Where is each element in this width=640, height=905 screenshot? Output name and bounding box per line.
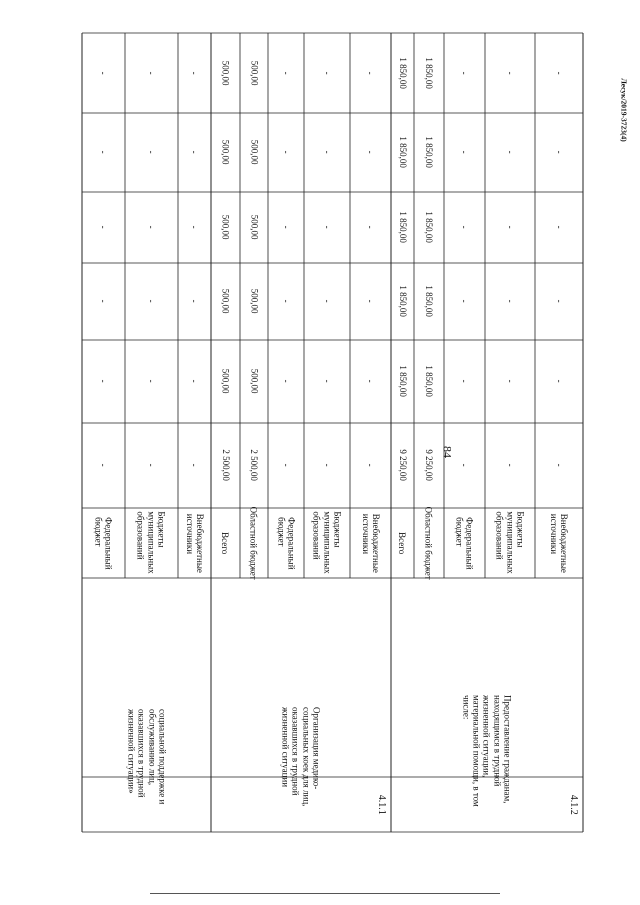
funding-source-text: Федеральный бюджет [454, 516, 475, 570]
value-cell [82, 340, 125, 423]
value-cell [268, 423, 304, 508]
value-cell-text: - [189, 226, 200, 229]
value-cell [304, 113, 350, 192]
value-cell [82, 423, 125, 508]
value-cell-text: - [98, 71, 109, 75]
funding-source-text: Областной бюджет [424, 506, 435, 580]
value-cell-text: - [146, 300, 157, 303]
value-cell [414, 423, 444, 508]
value-cell-text: - [189, 151, 200, 154]
value-cell [485, 192, 535, 263]
value-cell-text: - [554, 151, 565, 154]
document-code: Лесук/2019-3723(4) [619, 78, 629, 142]
value-cell-text: - [189, 300, 200, 303]
value-cell [414, 340, 444, 423]
funding-source [178, 508, 211, 578]
value-cell-text: 2 500,00 [220, 449, 231, 482]
value-cell [414, 33, 444, 113]
value-cell [391, 263, 414, 340]
value-cell [268, 113, 304, 192]
value-cell-text: - [281, 151, 292, 154]
value-cell-text: 9 250,00 [397, 449, 408, 482]
value-cell-text: 1 850,00 [424, 211, 435, 244]
value-cell-text: - [281, 71, 292, 75]
value-cell-text: 500,00 [249, 60, 260, 86]
funding-source-text: Всего [397, 531, 408, 555]
value-cell-text: 2 500,00 [249, 449, 260, 482]
funding-source-text: Внебюджетные источники [184, 513, 205, 573]
value-cell-text: - [146, 226, 157, 229]
value-cell [268, 340, 304, 423]
value-cell [240, 340, 268, 423]
section-name-text: социальной поддержке и обслуживанию лиц, оказавшихся в трудной жизненной ситуации» [126, 708, 168, 804]
funding-source-text: Бюджеты муниципальных образований [494, 511, 526, 575]
value-cell-text: - [505, 226, 516, 229]
value-cell [485, 340, 535, 423]
value-cell [268, 33, 304, 113]
value-cell [178, 423, 211, 508]
value-cell [82, 263, 125, 340]
value-cell-text: 1 850,00 [397, 136, 408, 169]
value-cell [485, 263, 535, 340]
value-cell-text: - [322, 464, 333, 467]
value-cell [268, 192, 304, 263]
value-cell-text: - [505, 71, 516, 75]
value-cell-text: 500,00 [249, 289, 260, 314]
value-cell [268, 263, 304, 340]
value-cell [414, 192, 444, 263]
funding-source [125, 508, 178, 578]
funding-source [535, 508, 583, 578]
funding-source-text: Федеральный бюджет [276, 516, 297, 570]
value-cell [211, 263, 240, 340]
value-cell [444, 263, 485, 340]
value-cell-text: - [146, 71, 157, 75]
value-cell [350, 192, 391, 263]
value-cell [82, 33, 125, 113]
value-cell [82, 113, 125, 192]
value-cell [178, 263, 211, 340]
value-cell [535, 192, 583, 263]
value-cell [178, 192, 211, 263]
value-cell [391, 340, 414, 423]
value-cell [485, 423, 535, 508]
value-cell-text: - [459, 151, 470, 154]
section-name-text: Организация медико- социальных коек для лиц, оказавшихся в трудной жизненной ситуации [280, 706, 322, 807]
funding-source [444, 508, 485, 578]
value-cell-text: - [505, 300, 516, 303]
value-cell-text: - [554, 380, 565, 383]
value-cell-text: 500,00 [249, 369, 260, 394]
value-cell [125, 113, 178, 192]
value-cell [414, 263, 444, 340]
value-cell [444, 33, 485, 113]
value-cell [125, 33, 178, 113]
value-cell [240, 263, 268, 340]
section-id-text: 4.1.2 [567, 794, 579, 815]
value-cell [304, 340, 350, 423]
value-cell [391, 113, 414, 192]
value-cell-text: 1 850,00 [424, 365, 435, 398]
value-cell-text: - [281, 226, 292, 229]
value-cell-text: - [365, 380, 376, 383]
funding-source [82, 508, 125, 578]
value-cell [444, 340, 485, 423]
value-cell [125, 340, 178, 423]
value-cell [304, 263, 350, 340]
funding-source-text: Всего [220, 531, 231, 555]
funding-source [304, 508, 350, 578]
funding-source-text: Областной бюджет [249, 506, 260, 580]
value-cell-text: - [554, 226, 565, 229]
value-cell [240, 423, 268, 508]
funding-source-text: Бюджеты муниципальных образований [311, 511, 343, 575]
value-cell [350, 33, 391, 113]
value-cell-text: - [322, 380, 333, 383]
value-cell-text: 1 850,00 [424, 136, 435, 169]
funding-source [240, 508, 268, 578]
value-cell [485, 113, 535, 192]
section-id-text: 4.1.1 [375, 794, 387, 815]
value-cell-text: - [459, 226, 470, 229]
value-cell [350, 423, 391, 508]
value-cell [535, 340, 583, 423]
value-cell-text: - [322, 71, 333, 75]
value-cell [178, 33, 211, 113]
value-cell-text: - [505, 380, 516, 383]
value-cell [211, 192, 240, 263]
value-cell-text: 1 850,00 [424, 285, 435, 318]
value-cell [125, 192, 178, 263]
value-cell-text: 500,00 [220, 289, 231, 314]
value-cell-text: - [365, 151, 376, 154]
value-cell [535, 113, 583, 192]
value-cell [178, 340, 211, 423]
value-cell-text: - [459, 71, 470, 75]
value-cell-text: - [365, 226, 376, 229]
value-cell-text: 9 250,00 [424, 449, 435, 482]
funding-source-text: Внебюджетные источники [360, 513, 381, 573]
value-cell-text: - [459, 300, 470, 303]
value-cell-text: - [505, 464, 516, 467]
value-cell [444, 113, 485, 192]
section-name [82, 578, 211, 804]
value-cell [350, 113, 391, 192]
value-cell-text: - [322, 300, 333, 303]
value-cell-text: - [365, 71, 376, 75]
value-cell [211, 33, 240, 113]
value-cell-text: 1 850,00 [397, 211, 408, 244]
value-cell-text: - [281, 300, 292, 303]
value-cell-text: - [189, 71, 200, 75]
funding-source [350, 508, 391, 578]
value-cell-text: - [365, 464, 376, 467]
value-cell [350, 263, 391, 340]
value-cell [211, 113, 240, 192]
value-cell-text: 500,00 [220, 60, 231, 86]
funding-source-text: Внебюджетные источники [549, 513, 570, 573]
value-cell-text: - [98, 226, 109, 229]
value-cell-text: - [281, 380, 292, 383]
value-cell [304, 423, 350, 508]
value-cell-text: - [554, 464, 565, 467]
value-cell-text: 500,00 [249, 140, 260, 165]
value-cell [535, 263, 583, 340]
funding-source [268, 508, 304, 578]
value-cell-text: - [146, 151, 157, 154]
value-cell [240, 192, 268, 263]
value-cell [304, 192, 350, 263]
value-cell-text: 500,00 [220, 140, 231, 165]
value-cell-text: 1 850,00 [397, 57, 408, 89]
funding-source [211, 508, 240, 578]
value-cell-text: - [554, 71, 565, 75]
value-cell [240, 113, 268, 192]
value-cell [444, 192, 485, 263]
value-cell-text: - [459, 380, 470, 383]
value-cell-text: - [146, 380, 157, 383]
funding-source-text: Бюджеты муниципальных образований [136, 511, 168, 575]
section-name-text: Предоставление гражданам, находящимся в трудной жизненной ситуации, материальной помощи, в том числе: [461, 695, 513, 807]
value-cell-text: - [98, 300, 109, 303]
value-cell [485, 33, 535, 113]
value-cell [391, 33, 414, 113]
value-cell [211, 423, 240, 508]
value-cell [444, 423, 485, 508]
value-cell-text: - [554, 300, 565, 303]
value-cell-text: - [281, 464, 292, 467]
value-cell [125, 423, 178, 508]
funding-source [414, 508, 444, 578]
value-cell [178, 113, 211, 192]
value-cell [414, 113, 444, 192]
value-cell-text: 1 850,00 [424, 57, 435, 89]
page-number: 84 [440, 446, 455, 458]
value-cell [535, 33, 583, 113]
value-cell [391, 192, 414, 263]
value-cell [240, 33, 268, 113]
value-cell-text: 1 850,00 [397, 285, 408, 318]
value-cell-text: - [322, 151, 333, 154]
value-cell-text: - [459, 464, 470, 467]
value-cell-text: - [98, 464, 109, 467]
value-cell-text: 500,00 [220, 215, 231, 240]
value-cell-text: 500,00 [249, 215, 260, 240]
value-cell-text: - [322, 226, 333, 229]
value-cell-text: - [505, 151, 516, 154]
value-cell-text: - [146, 464, 157, 467]
value-cell [211, 340, 240, 423]
value-cell-text: 1 850,00 [397, 365, 408, 398]
funding-source-text: Федеральный бюджет [93, 516, 114, 570]
funding-source [391, 508, 414, 578]
value-cell-text: - [98, 380, 109, 383]
value-cell-text: - [365, 300, 376, 303]
value-cell-text: - [189, 464, 200, 467]
value-cell-text: - [98, 151, 109, 154]
value-cell [125, 263, 178, 340]
funding-source [485, 508, 535, 578]
value-cell-text: - [189, 380, 200, 383]
value-cell [82, 192, 125, 263]
value-cell-text: 500,00 [220, 369, 231, 394]
value-cell [391, 423, 414, 508]
value-cell [304, 33, 350, 113]
value-cell [350, 340, 391, 423]
value-cell [535, 423, 583, 508]
